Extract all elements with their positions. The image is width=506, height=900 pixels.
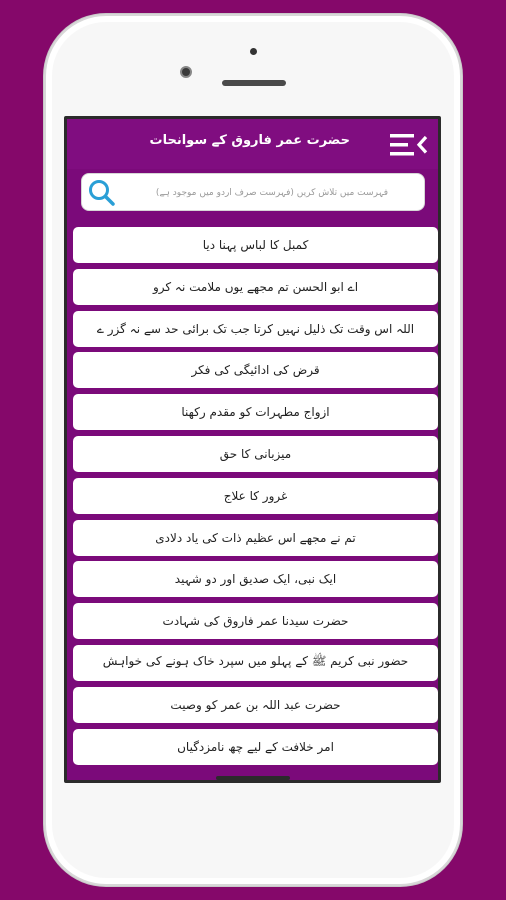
list-item[interactable]: حضور نبی کریم ﷺ کے پہلو میں سپرد خاک ہونے کی خواہش xyxy=(73,645,438,681)
list-item[interactable]: ازواج مطہرات کو مقدم رکھنا xyxy=(73,394,438,430)
front-camera xyxy=(180,66,192,78)
list-item[interactable]: حضرت سیدنا عمر فاروق کی شہادت xyxy=(73,603,438,639)
list-item[interactable]: تم نے مجھے اس عظیم ذات کی یاد دلادی xyxy=(73,520,438,556)
list-item[interactable]: قرض کی ادائیگی کی فکر xyxy=(73,352,438,388)
search-icon[interactable] xyxy=(86,178,118,208)
list-item[interactable]: امر خلافت کے لیے چھ نامزدگیاں xyxy=(73,729,438,765)
list-item[interactable]: اللہ اس وقت تک ذلیل نہیں کرتا جب تک برائی حد سے نہ گزر ے xyxy=(73,311,438,347)
page-title: حضرت عمر فاروق کے سوانحات xyxy=(149,133,350,148)
list-item[interactable]: ایک نبی، ایک صدیق اور دو شہید xyxy=(73,561,438,597)
list-item[interactable]: حضرت عبد اللہ بن عمر کو وصیت xyxy=(73,687,438,723)
topic-list xyxy=(73,227,438,770)
app-screen xyxy=(64,116,441,783)
list-item[interactable]: کمبل کا لباس پہنا دیا xyxy=(73,227,438,263)
front-sensor xyxy=(250,48,257,55)
menu-button[interactable] xyxy=(390,132,430,158)
list-item[interactable]: میزبانی کا حق xyxy=(73,436,438,472)
home-indicator xyxy=(216,776,290,780)
menu-collapse-icon xyxy=(390,132,430,158)
search-bar xyxy=(81,173,425,211)
app-header xyxy=(67,119,438,169)
search-input[interactable] xyxy=(126,180,418,206)
earpiece-speaker xyxy=(222,80,286,86)
list-item[interactable]: غرور کا علاج xyxy=(73,478,438,514)
list-item[interactable]: اے ابو الحسن تم مجھے یوں ملامت نہ کرو xyxy=(73,269,438,305)
